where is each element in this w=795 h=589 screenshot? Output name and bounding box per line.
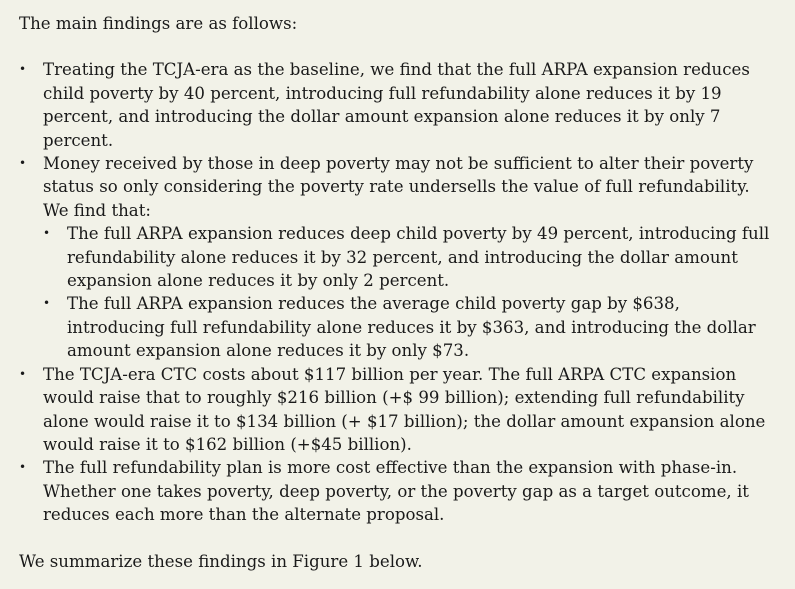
findings-list <box>19 58 771 526</box>
sub-finding-text: The full ARPA expansion reduces the average child poverty gap by $638, introducing full refundability alone reduces it by $363, and introducing the dollar amount expansion alone reduces it by only $73. <box>67 294 756 361</box>
sub-finding-item <box>43 222 771 292</box>
finding-text: Treating the TCJA-era as the baseline, we find that the full ARPA expansion reduces child poverty by 40 percent, introducing full refundability alone reduces it by 19 percent, and introducing the dollar amount expansion alone reduces it by only 7 percent. <box>43 60 750 150</box>
finding-text: Money received by those in deep poverty may not be sufficient to alter their poverty status so only considering the poverty rate undersells the value of full refundability. We find that: <box>43 154 754 220</box>
bullet-icon: • <box>19 156 27 171</box>
sub-finding-text: The full ARPA expansion reduces deep child poverty by 49 percent, introducing full refundability alone reduces it by 32 percent, and introducing the dollar amount expansion alone reduces it by only 2 percent. <box>67 224 770 291</box>
sub-findings-list <box>43 222 771 362</box>
bullet-icon: • <box>19 460 27 475</box>
finding-item <box>19 363 771 457</box>
closing-paragraph: We summarize these findings in Figure 1 below. <box>19 551 423 571</box>
intro-paragraph: The main findings are as follows: <box>19 14 298 33</box>
sub-finding-item <box>43 292 771 362</box>
bullet-icon: • <box>43 226 51 241</box>
finding-text: The TCJA-era CTC costs about $117 billion per year. The full ARPA CTC expansion would raise that to roughly $216 billion (+$ 99 billion); extending full refundability alone would raise it to $134 billion (+ $17 billion); the dollar amount expansion alone would raise it to $162 billion (+$45 billion). <box>43 364 766 454</box>
bullet-icon: • <box>19 366 27 381</box>
finding-item <box>19 152 771 363</box>
bullet-icon: • <box>19 62 27 77</box>
finding-item <box>19 58 771 152</box>
finding-text: The full refundability plan is more cost effective than the expansion with phase-in. Whether one takes poverty, deep poverty, or the poverty gap as a target outcome, it reduces each more than the alternate proposal. <box>43 458 749 525</box>
finding-item <box>19 456 771 526</box>
bullet-icon: • <box>43 296 51 311</box>
